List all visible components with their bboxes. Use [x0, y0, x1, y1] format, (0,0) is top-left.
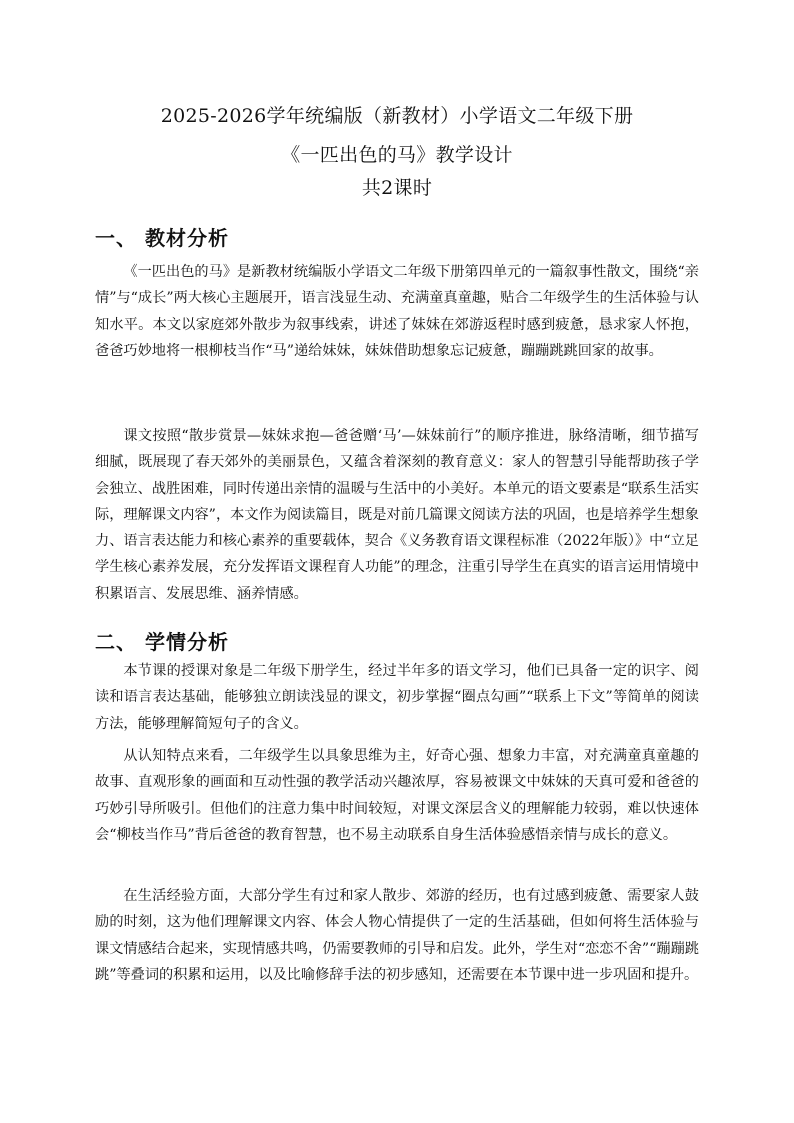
paragraph: 课文按照“散步赏景—妹妹求抱—爸爸赠‘马’—妹妹前行”的顺序推进，脉络清晰，细节描写细腻，既展现了春天郊外的美丽景色，又蕴含着深刻的教育意义：家人的智慧引导能帮助孩子学会独立、战胜困难，同时传递出亲情的温暖与生活中的小美好。本单元的语文要素是“联系生活实际，理解课文内容”，本文作为阅读篇目，既是对前几篇课文阅读方法的巩固，也是培养学生想象力、语言表达能力和核心素养的重要载体，契合《义务教育语文课程标准（2022年版）》中“立足学生核心素养发展，充分发挥语文课程育人功能”的理念，注重引导学生在真实的语言运用情境中积累语言、发展思维、涵养情感。 — [95, 428, 699, 602]
paragraph: 从认知特点来看，二年级学生以具象思维为主，好奇心强、想象力丰富，对充满童真童趣的故事、直观形象的画面和互动性强的教学活动兴趣浓厚，容易被课文中妹妹的天真可爱和爸爸的巧妙引导所吸引。但他们的注意力集中时间较短，对课文深层含义的理解能力较弱，难以快速体会“柳枝当作马”背后爸爸的教育智慧，也不易主动联系自身生活体验感悟亲情与成长的意义。 — [95, 748, 699, 843]
lesson-title: 《一匹出色的马》教学设计 — [281, 144, 513, 166]
paragraph: 《一匹出色的马》是新教材统编版小学语文二年级下册第四单元的一篇叙事性散文，围绕“亲情”与“成长”两大核心主题展开，语言浅显生动、充满童真童趣，贴合二年级学生的生活体验与认知水平。本文以家庭郊外散步为叙事线索，讲述了妹妹在郊游返程时感到疲惫，恳求家人怀抱，爸爸巧妙地将一根柳枝当作“马”递给妹妹，妹妹借助想象忘记疲惫，蹦蹦跳跳回家的故事。 — [95, 264, 699, 359]
section-heading-student-analysis: 二、 学情分析 — [95, 630, 229, 654]
section-heading-textbook-analysis: 一、 教材分析 — [95, 226, 229, 250]
document-title: 2025-2026学年统编版（新教材）小学语文二年级下册 — [160, 105, 634, 127]
paragraph: 本节课的授课对象是二年级下册学生，经过半年多的语文学习，他们已具备一定的识字、阅读和语言表达基础，能够独立朗读浅显的课文，初步掌握“圈点勾画”“联系上下文”等简单的阅读方法，能够理解简短句子的含义。 — [95, 663, 699, 732]
lesson-period: 共2课时 — [361, 177, 433, 199]
paragraph: 在生活经验方面，大部分学生有过和家人散步、郊游的经历，也有过感到疲惫、需要家人鼓励的时刻，这为他们理解课文内容、体会人物心情提供了一定的生活基础，但如何将生活体验与课文情感结合起来，实现情感共鸣，仍需要教师的引导和启发。此外，学生对“恋恋不舍”“蹦蹦跳跳”等叠词的积累和运用，以及比喻修辞手法的初步感知，还需要在本节课中进一步巩固和提升。 — [95, 888, 699, 983]
